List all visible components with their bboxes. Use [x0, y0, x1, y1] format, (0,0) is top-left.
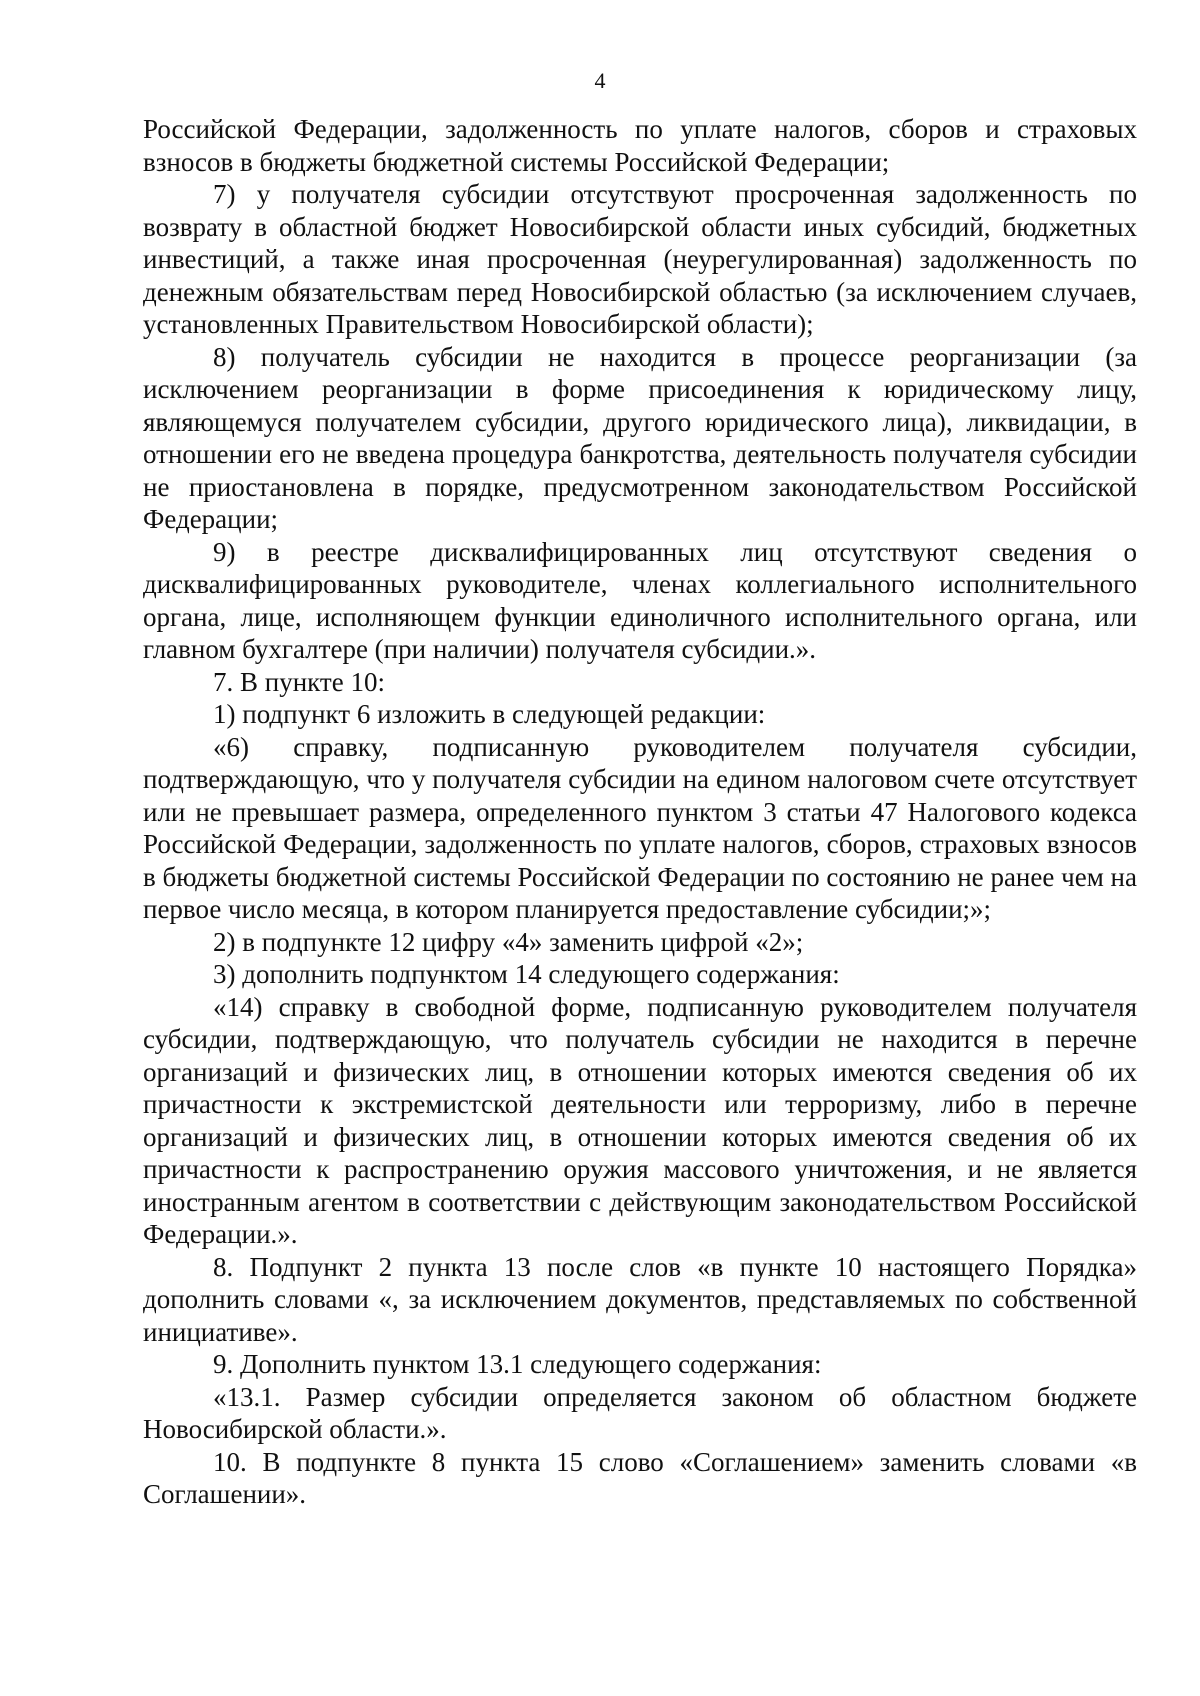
paragraph-section-10: 10. В подпункте 8 пункта 15 слово «Соглашением» заменить словами «в Соглашении».: [143, 1446, 1137, 1509]
paragraph-quote-6: «6) справку, подписанную руководителем получателя субсидии, подтверждающую, что у получателя субсидии на едином налоговом счете отсутствует или не превышает размера, определенного пунктом 3 статьи 47 Налогового кодекса Российской Федерации, задолженность по уплате налогов, сборов, страховых взносов в бюджеты бюджетной системы Российской Федерации по состоянию не ранее чем на первое число месяца, в котором планируется предоставление субсидии;»;: [143, 731, 1137, 924]
paragraph-subitem-2: 2) в подпункте 12 цифру «4» заменить цифрой «2»;: [213, 926, 804, 957]
paragraph-section-9: 9. Дополнить пунктом 13.1 следующего содержания:: [213, 1349, 822, 1379]
paragraph-quote-13-1: «13.1. Размер субсидии определяется законом об областном бюджете Новосибирской области.».: [143, 1381, 1137, 1444]
paragraph-quote-14: «14) справку в свободной форме, подписанную руководителем получателя субсидии, подтверждающую, что получатель субсидии не находится в перечне организаций и физических лиц, в отношении которых имеются сведения об их причастности к экстремистской деятельности или терроризму, либо в перечне организаций и физических лиц, в отношении которых имеются сведения об их причастности к распространению оружия массового уничтожения, и не является иностранным агентом в соответствии с действующим законодательством Российской Федерации.».: [143, 991, 1137, 1249]
paragraph-item-8: 8) получатель субсидии не находится в процессе реорганизации (за исключением реорганизации в форме присоединения к юридическому лицу, являющемуся получателем субсидии, другого юридического лица), ликвидации, в отношении его не введена процедура банкротства, деятельность получателя субсидии не приостановлена в порядке, предусмотренном законодательством Российской Федерации;: [143, 341, 1137, 534]
paragraph-section-7: 7. В пункте 10:: [213, 666, 385, 697]
paragraph-continuation: Российской Федерации, задолженность по уплате налогов, сборов и страховых взносов в бюджеты бюджетной системы Российской Федерации;: [143, 114, 1137, 177]
page-number: 4: [594, 68, 606, 93]
paragraph-subitem-3: 3) дополнить подпунктом 14 следующего содержания:: [213, 959, 840, 989]
paragraph-section-8: 8. Подпункт 2 пункта 13 после слов «в пункте 10 настоящего Порядка» дополнить словами «, за исключением документов, представляемых по собственной инициативе».: [143, 1251, 1137, 1347]
paragraph-subitem-1: 1) подпункт 6 изложить в следующей редакции:: [213, 699, 766, 729]
paragraph-item-9: 9) в реестре дисквалифицированных лиц отсутствуют сведения о дисквалифицированных руководителе, членах коллегиального исполнительного органа, лице, исполняющем функции единоличного исполнительного органа, или главном бухгалтере (при наличии) получателя субсидии.».: [143, 536, 1137, 664]
document-body: [143, 113, 1137, 1511]
paragraph-item-7: 7) у получателя субсидии отсутствуют просроченная задолженность по возврату в областной бюджет Новосибирской области иных субсидий, бюджетных инвестиций, а также иная просроченная (неурегулированная) задолженность по денежным обязательствам перед Новосибирской областью (за исключением случаев, установленных Правительством Новосибирской области);: [143, 179, 1137, 339]
